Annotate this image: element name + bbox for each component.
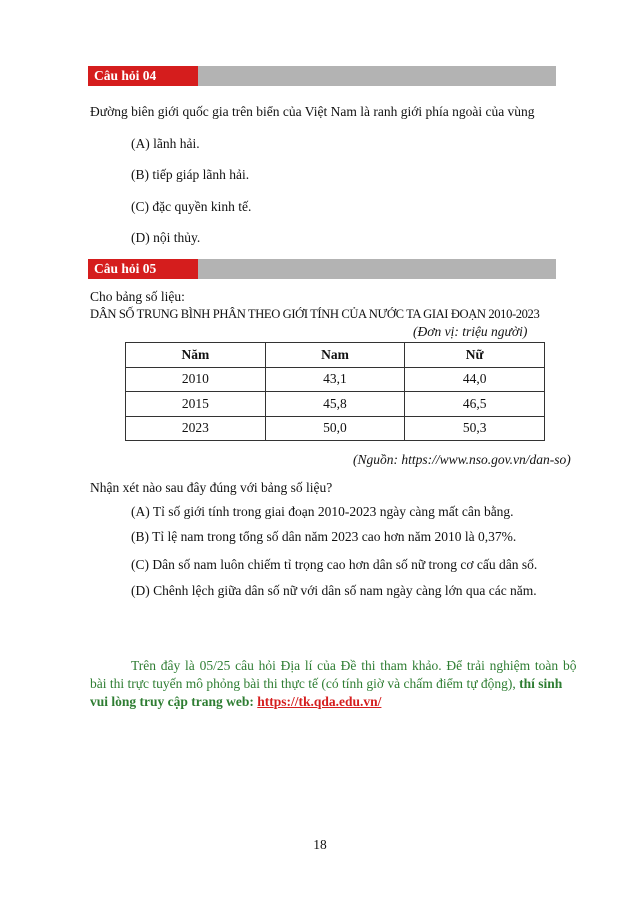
header-female: Nữ: [405, 343, 545, 368]
cell-male: 50,0: [265, 416, 405, 441]
cell-year: 2015: [126, 392, 266, 417]
cell-year: 2010: [126, 367, 266, 392]
note-line-1: Trên đây là 05/25 câu hỏi Địa lí của Đề thi tham khảo. Để trải nghiệm toàn bộ: [131, 658, 577, 673]
table-row: [126, 367, 545, 392]
table-row: [126, 416, 545, 441]
website-link[interactable]: https://tk.qda.edu.vn/: [257, 694, 382, 709]
note-line-2: [90, 675, 562, 693]
q4-option-c: (C) đặc quyền kinh tế.: [131, 199, 252, 214]
note-line-2-text: bài thi trực tuyến mô phỏng bài thi thực tế (có tính giờ và chấm điểm tự động),: [90, 676, 520, 691]
q5-option-b: (B) Tỉ lệ nam trong tổng số dân năm 2023 cao hơn năm 2010 là 0,37%.: [131, 529, 517, 544]
q4-option-d: (D) nội thủy.: [131, 230, 201, 245]
question-05-header-bar: [88, 259, 556, 279]
cell-male: 45,8: [265, 392, 405, 417]
note-line-3: [90, 693, 381, 711]
table-source: (Nguồn: https://www.nso.gov.vn/dan-so): [353, 452, 571, 467]
q5-question: Nhận xét nào sau đây đúng với bảng số liệu?: [90, 480, 333, 495]
cell-female: 46,5: [405, 392, 545, 417]
cell-female: 44,0: [405, 367, 545, 392]
q5-option-c: (C) Dân số nam luôn chiếm tỉ trọng cao hơn dân số nữ trong cơ cấu dân số.: [131, 557, 538, 572]
question-05-label: Câu hỏi 05: [88, 259, 198, 279]
q4-option-a: (A) lãnh hải.: [131, 136, 200, 151]
cell-male: 43,1: [265, 367, 405, 392]
page-number: 18: [313, 837, 327, 852]
table-unit: (Đơn vị: triệu người): [413, 324, 528, 339]
cell-year: 2023: [126, 416, 266, 441]
question-04-label: Câu hỏi 04: [88, 66, 198, 86]
cell-female: 50,3: [405, 416, 545, 441]
q5-option-a: (A) Tỉ số giới tính trong giai đoạn 2010-2023 ngày càng mất cân bằng.: [131, 504, 514, 519]
population-table: [125, 342, 545, 441]
question-04-stem: Đường biên giới quốc gia trên biển của Việt Nam là ranh giới phía ngoài của vùng: [90, 104, 535, 119]
note-line-3-bold: vui lòng truy cập trang web:: [90, 694, 258, 709]
question-04-header-bar: [88, 66, 556, 86]
q4-option-b: (B) tiếp giáp lãnh hải.: [131, 167, 250, 182]
table-title: DÂN SỐ TRUNG BÌNH PHÂN THEO GIỚI TÍNH CỦA NƯỚC TA GIAI ĐOẠN 2010-2023: [90, 307, 540, 321]
q5-intro: Cho bảng số liệu:: [90, 289, 185, 304]
q5-option-d: (D) Chênh lệch giữa dân số nữ với dân số nam ngày càng lớn qua các năm.: [131, 583, 537, 598]
table-header-row: [126, 343, 545, 368]
table-row: [126, 392, 545, 417]
header-year: Năm: [126, 343, 266, 368]
note-line-2-bold: thí sinh: [519, 676, 563, 691]
header-male: Nam: [265, 343, 405, 368]
